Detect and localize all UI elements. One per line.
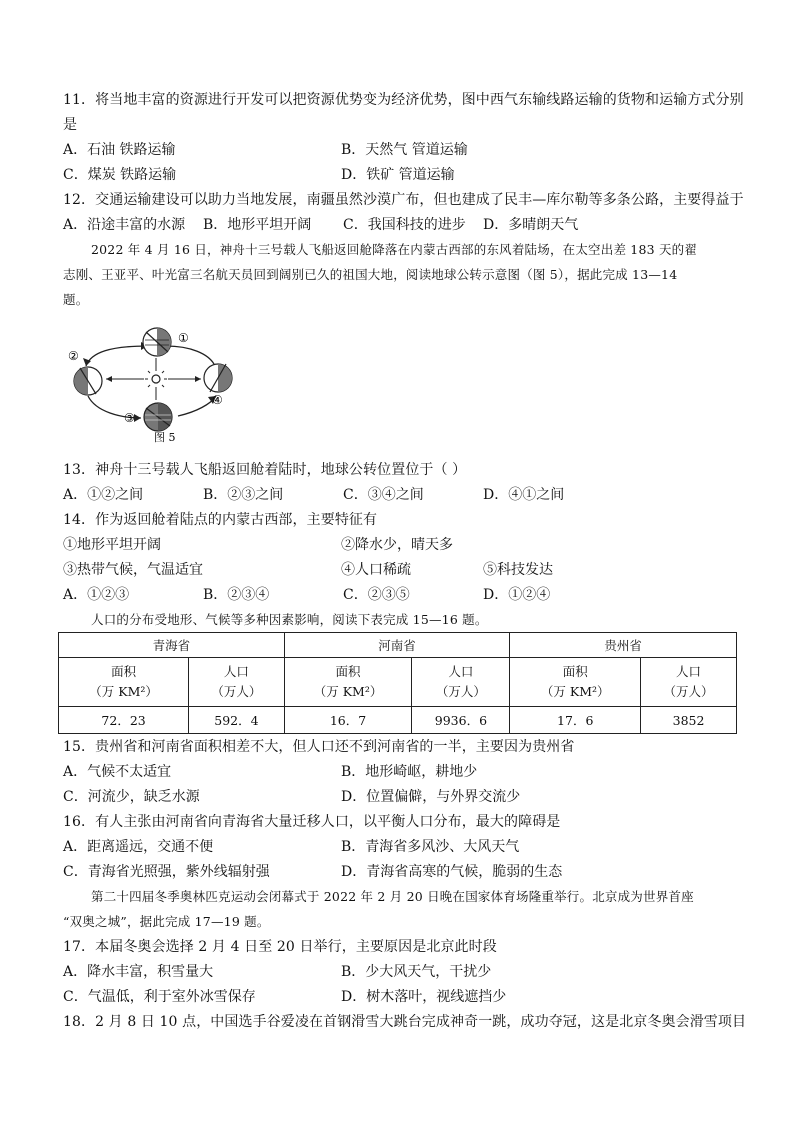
table-cell: 17．6 (510, 707, 641, 734)
q14-stem: 14．作为返回舱着陆点的内蒙古西部，主要特征有 (63, 512, 378, 528)
q11-option-a: A．石油 铁路运输 (63, 142, 176, 158)
area-unit: （万 KM²） (89, 684, 158, 699)
earth-orbit-diagram (66, 324, 246, 444)
q11-option-c: C．煤炭 铁路运输 (63, 167, 177, 183)
q16-stem: 16．有人主张由河南省向青海省大量迁移人口，以平衡人口分布，最大的障碍是 (63, 814, 561, 830)
table-pop-header (189, 658, 284, 707)
q13-option-a: A．①②之间 (63, 487, 144, 503)
pop-unit: （万人） (435, 684, 486, 699)
q16-option-a: A．距离遥远，交通不便 (63, 839, 214, 855)
q17-option-b: B．少大风天气，干扰少 (341, 964, 492, 980)
q13-stem: 13．神舟十三号载人飞船返回舱着陆时，地球公转位置位于（ ） (63, 462, 467, 478)
intro-13-14-line3: 题。 (63, 292, 89, 307)
pop-unit: （万人） (663, 684, 714, 699)
q14-statement-4: ④人口稀疏 (341, 562, 411, 578)
table-area-header (510, 658, 641, 707)
q13-option-b: B．②③之间 (203, 487, 284, 503)
q13-option-c: C．③④之间 (343, 487, 424, 503)
q15-option-c: C．河流少，缺乏水源 (63, 789, 200, 805)
figure-caption: 图 5 (154, 431, 176, 444)
pop-label: 人口 (676, 664, 702, 679)
q11-option-d: D．铁矿 管道运输 (341, 167, 455, 183)
table-header-henan: 河南省 (284, 633, 510, 658)
label-4: ④ (212, 393, 223, 407)
q12-stem: 12．交通运输建设可以助力当地发展，南疆虽然沙漠广布，但也建成了民丰—库尔勒等多条公路，主要得益于 (63, 192, 744, 208)
q11-option-b: B．天然气 管道运输 (341, 142, 468, 158)
q14-statement-5: ⑤科技发达 (483, 562, 553, 578)
table-header-guizhou: 贵州省 (510, 633, 737, 658)
intro-17-19-line1: 第二十四届冬季奥林匹克运动会闭幕式于 2022 年 2 月 20 日晚在国家体育场隆重举行。北京成为世界首座 (91, 889, 694, 904)
earth-position-4 (204, 364, 232, 392)
q13-option-d: D．④①之间 (483, 487, 565, 503)
area-unit: （万 KM²） (313, 684, 383, 699)
population-table (58, 632, 737, 734)
q16-option-b: B．青海省多风沙、大风天气 (341, 839, 520, 855)
q15-option-b: B．地形崎岖，耕地少 (341, 764, 478, 780)
q16-option-d: D．青海省高寒的气候，脆弱的生态 (341, 864, 563, 880)
label-2: ② (68, 349, 79, 363)
intro-13-14-line1: 2022 年 4 月 16 日，神舟十三号载人飞船返回舱降落在内蒙古西部的东风着陆场，在太空出差 183 天的翟 (91, 242, 698, 257)
table-cell: 16．7 (284, 707, 412, 734)
table-cell: 592．4 (189, 707, 284, 734)
area-label: 面积 (562, 664, 588, 679)
q12-option-c: C．我国科技的进步 (343, 217, 466, 233)
q16-option-c: C．青海省光照强，紫外线辐射强 (63, 864, 270, 880)
intro-13-14-line2: 志刚、王亚平、叶光富三名航天员回到阔别已久的祖国大地，阅读地球公转示意图（图 5），据此完成 13—14 (63, 267, 678, 282)
intro-17-19-line2: “双奥之城”，据此完成 17—19 题。 (63, 914, 270, 929)
intro-15-16: 人口的分布受地形、气候等多种因素影响，阅读下表完成 15—16 题。 (91, 612, 488, 627)
q17-stem: 17．本届冬奥会选择 2 月 4 日至 20 日举行，主要原因是北京此时段 (63, 939, 497, 955)
table-header-qinghai: 青海省 (59, 633, 285, 658)
earth-position-1 (143, 328, 171, 356)
pop-unit: （万人） (211, 684, 262, 699)
table-cell: 9936．6 (412, 707, 510, 734)
q15-option-d: D．位置偏僻，与外界交流少 (341, 789, 521, 805)
area-unit: （万 KM²） (540, 684, 610, 699)
q14-option-a: A．①②③ (63, 587, 130, 603)
q11-stem: 11．将当地丰富的资源进行开发可以把资源优势变为经济优势，图中西气东输线路运输的货物和运输方式分别 (63, 92, 744, 108)
table-area-header (284, 658, 412, 707)
q14-option-c: C．②③⑤ (343, 587, 410, 603)
q14-statement-3: ③热带气候，气温适宜 (63, 562, 203, 578)
area-label: 面积 (335, 664, 361, 679)
q15-stem: 15．贵州省和河南省面积相差不大，但人口还不到河南省的一半，主要因为贵州省 (63, 739, 575, 755)
q14-statement-2: ②降水少，晴天多 (341, 537, 453, 553)
pop-label: 人口 (223, 664, 249, 679)
q12-option-b: B．地形平坦开阔 (203, 217, 312, 233)
earth-position-3 (144, 403, 172, 431)
q17-option-c: C．气温低，利于室外冰雪保存 (63, 989, 256, 1005)
q18-stem: 18．2 月 8 日 10 点，中国选手谷爱凌在首钢滑雪大跳台完成神奇一跳，成功夺冠，这是北京冬奥会滑雪项目 (63, 1014, 747, 1030)
pop-label: 人口 (448, 664, 474, 679)
q11-stem-cont: 是 (63, 117, 78, 133)
q17-option-a: A．降水丰富，积雪量大 (63, 964, 214, 980)
label-1: ① (178, 331, 189, 345)
label-3: ③ (124, 411, 135, 425)
table-pop-header (641, 658, 737, 707)
q14-option-b: B．②③④ (203, 587, 270, 603)
earth-position-2 (74, 367, 102, 395)
q15-option-a: A．气候不太适宜 (63, 764, 172, 780)
table-area-header (59, 658, 189, 707)
q17-option-d: D．树木落叶，视线遮挡少 (341, 989, 507, 1005)
table-cell: 72．23 (59, 707, 189, 734)
q12-option-d: D．多晴朗天气 (483, 217, 579, 233)
q14-statement-1: ①地形平坦开阔 (63, 537, 161, 553)
area-label: 面积 (111, 664, 137, 679)
table-pop-header (412, 658, 510, 707)
table-cell: 3852 (641, 707, 737, 734)
q14-option-d: D．①②④ (483, 587, 551, 603)
q12-option-a: A．沿途丰富的水源 (63, 217, 186, 233)
figure-earth-revolution (66, 324, 246, 444)
